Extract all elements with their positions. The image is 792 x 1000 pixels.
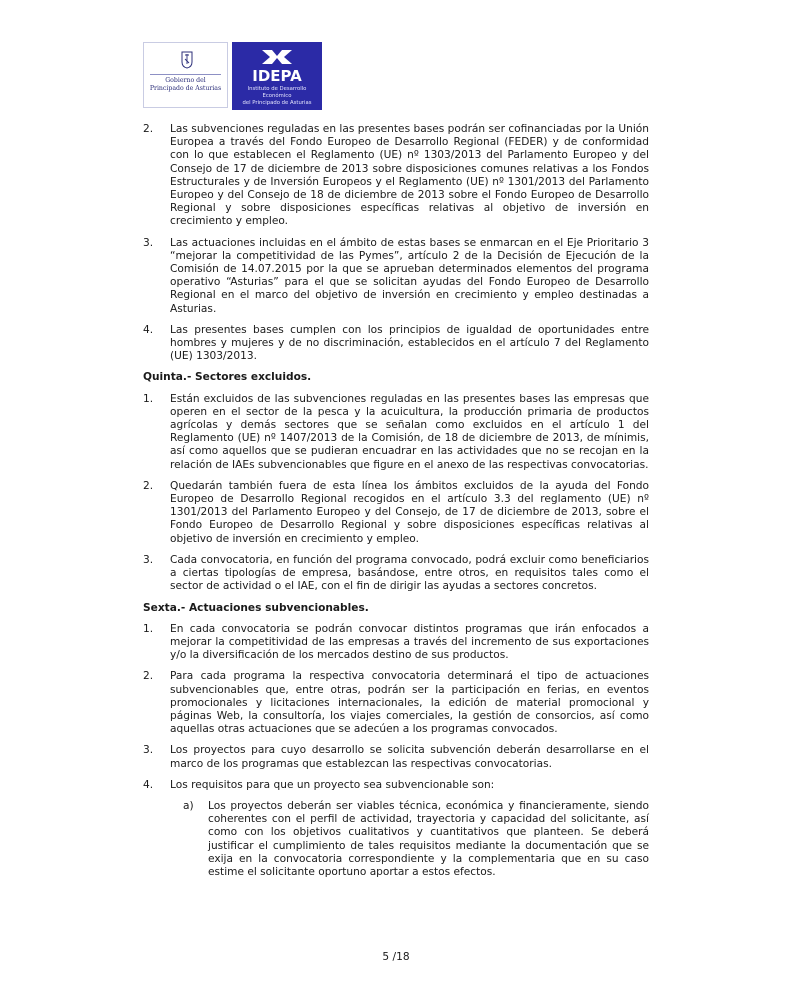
item-text: En cada convocatoria se podrán convocar distintos programas que irán enfocados a mejorar la competitividad de las empresas a través del incremento de sus exportaciones y/o la diversificación de los mercados destino de sus productos. <box>170 622 649 662</box>
item-number: 1. <box>143 622 154 635</box>
idepa-subtitle <box>236 86 318 107</box>
item-number: 2. <box>143 670 154 683</box>
list-item <box>143 324 649 364</box>
item-text: Las actuaciones incluidas en el ámbito de estas bases se enmarcan en el Eje Prioritario 3 “mejorar la competitividad de las Pymes”, artículo 2 de la Decisión de Ejecución de la Comisión de 14.07.2015 por la que se aprueban determinados elementos del programa operativo “Asturias” para el que se solicitan ayudas del Fondo Europeo de Desarrollo Regional en el marco del objetivo de inversión en crecimiento y empleo destinadas a Asturias. <box>170 236 649 315</box>
section-title-sexta: Sexta.- Actuaciones subvencionables. <box>143 601 369 614</box>
item-text: Los requisitos para que un proyecto sea subvencionable son: <box>170 778 495 791</box>
item-number: 1. <box>143 392 154 405</box>
sub-item-letter: a) <box>183 799 194 812</box>
idepa-subtitle-line-2: del Principado de Asturias <box>242 100 312 106</box>
item-text: Las subvenciones reguladas en las presentes bases podrán ser cofinanciadas por la Unión Europea a través del Fondo Europeo de Desarrollo Regional (FEDER) y de conformidad con lo que establecen el Reglamento (UE) nº 1303/2013 del Parlamento Europeo y del Consejo de 17 de diciembre de 2013 sobre disposiciones comunes relativas a los Fondos Estructurales y de Inversión Europeos y el Reglamento (UE) nº 1301/2013 del Parlamento Europeo y del Consejo de 18 de diciembre de 2013 sobre el Fondo Europeo de Desarrollo Regional y sobre disposiciones específicas relativas al objetivo de inversión en crecimiento y empleo. <box>170 123 649 228</box>
logo-divider <box>150 74 221 75</box>
section-title-quinta: Quinta.- Sectores excluidos. <box>143 371 312 384</box>
list-item <box>143 779 649 792</box>
item-number: 3. <box>143 553 154 566</box>
item-text: Están excluidos de las subvenciones reguladas en las presentes bases las empresas que operen en el sector de la pesca y la acuicultura, la producción primaria de productos agrícolas y demás sectores que se señalan como excluidos en el artículo 1 del Reglamento (UE) nº 1407/2013 de la Comisión, de 18 de diciembre de 2013, de mínimis, así como aquellos que se pudieran encuadrar en las actividades que no se recojan en la relación de IAEs subvencionables que figure en el anexo de las respectivas convocatorias. <box>170 392 649 471</box>
page-number: 5 /18 <box>382 951 410 963</box>
item-number: 4. <box>143 323 154 336</box>
gov-logo-line-1: Gobierno del <box>165 77 206 84</box>
sub-list-item <box>143 800 649 879</box>
list-item <box>143 670 649 736</box>
item-text: Cada convocatoria, en función del programa convocado, podrá excluir como beneficiarios a ciertas tipologías de empresa, basándose, entre otros, en requisitos tales como el sector de actividad o el IAE, con el fin de dirigir las ayudas a sectores concretos. <box>170 553 649 593</box>
idepa-name: IDEPA <box>252 67 302 85</box>
item-number: 3. <box>143 236 154 249</box>
idepa-subtitle-line-1: Instituto de Desarrollo Económico <box>247 86 307 99</box>
gov-logo-line-2: Principado de Asturias <box>149 85 222 92</box>
item-text: Quedarán también fuera de esta línea los ámbitos excluidos de la ayuda del Fondo Europeo de Desarrollo Regional recogidos en el artículo 3.3 del reglamento (UE) nº 1301/2013 del Parlamento Europeo y del Consejo, de 17 de diciembre de 2013, sobre el Fondo Europeo de Desarrollo Regional y sobre disposiciones específicas relativas al objetivo de inversión en crecimiento y empleo. <box>170 479 649 545</box>
gobierno-asturias-logo <box>143 42 228 108</box>
list-item <box>143 623 649 663</box>
list-item <box>143 393 649 472</box>
list-item <box>143 744 649 770</box>
item-text: Las presentes bases cumplen con los principios de igualdad de oportunidades entre hombres y mujeres y de no discriminación, establecidos en el artículo 7 del Reglamento (UE) 1303/2013. <box>170 323 649 363</box>
item-text: Los proyectos para cuyo desarrollo se solicita subvención deberán desarrollarse en el marco de los programas que establezcan las respectivas convocatorias. <box>170 744 649 770</box>
sub-item-text: Los proyectos deberán ser viables técnica, económica y financieramente, siendo coherentes con el perfil de actividad, trayectoria y capacidad del solicitante, así como con los objetivos cualitativos y cuantitativos que planteen. Se deberá justificar el cumplimiento de tales requisitos mediante la documentación que se exija en la convocatoria correspondiente y la complementaria que en su caso estime el solicitante oportuno aportar a estos efectos. <box>208 799 649 878</box>
gov-logo-text <box>144 77 227 93</box>
list-item <box>143 554 649 594</box>
list-item <box>143 480 649 546</box>
list-item <box>143 237 649 316</box>
idepa-mark-icon <box>260 48 294 66</box>
item-number: 4. <box>143 778 154 791</box>
item-text: Para cada programa la respectiva convocatoria determinará el tipo de actuaciones subvencionables que, entre otras, podrán ser la participación en ferias, en eventos promocionales y licitaciones internacionales, la edición de material promocional y páginas Web, la consultoría, los viajes comerciales, la gestión de consorcios, así como aquellas otras actuaciones que se adecúen a los programas convocados. <box>170 670 649 736</box>
item-number: 3. <box>143 744 154 757</box>
crest-icon <box>181 51 193 69</box>
item-number: 2. <box>143 479 154 492</box>
page-header <box>143 42 322 110</box>
list-item <box>143 123 649 229</box>
document-body <box>143 123 649 879</box>
item-number: 2. <box>143 123 154 135</box>
idepa-logo <box>232 42 322 110</box>
